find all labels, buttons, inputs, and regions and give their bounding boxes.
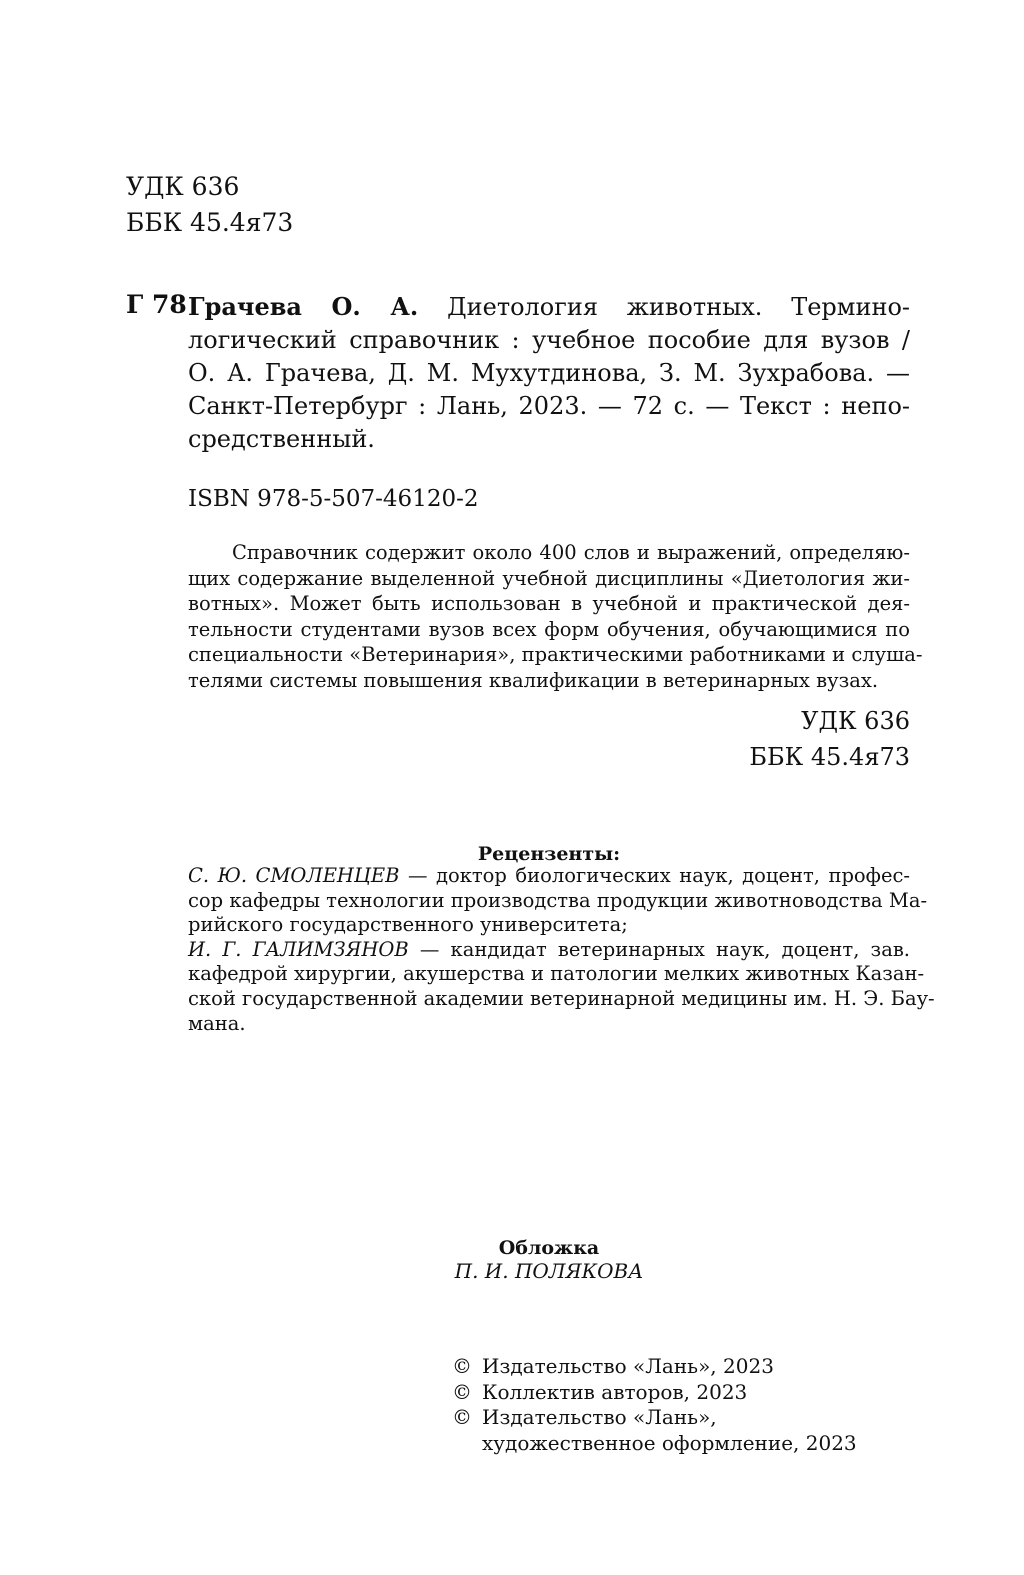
- bibliographic-entry: [188, 290, 910, 456]
- reviewer-2-line: кафедрой хирургии, акушерства и патологии мелких животных Казан-: [188, 962, 925, 986]
- reviewer-1-line: сор кафедры технологии производства продукции животноводства Ма-: [188, 888, 928, 912]
- entry-title-start: Диетология животных. Термино-: [447, 293, 910, 321]
- copyright-line: [452, 1431, 857, 1457]
- annotation: [188, 540, 923, 694]
- reviewer-1-desc: — доктор биологических наук, доцент, профес-: [399, 864, 910, 887]
- bbk-code-bottom: ББК 45.4я73: [749, 743, 910, 771]
- annotation-line: щих содержание выделенной учебной дисциплины «Диетология жи-: [188, 566, 910, 590]
- copyright-text: Издательство «Лань», 2023: [482, 1354, 774, 1378]
- copyright-symbol: ©: [452, 1379, 472, 1404]
- reviewer-2-line: ской государственной академии ветеринарной медицины им. Н. Э. Бау-: [188, 986, 935, 1010]
- copyright-line: [452, 1380, 857, 1406]
- entry-line-3: О. А. Грачева, Д. М. Мухутдинова, З. М. Зухрабова. —: [188, 359, 910, 387]
- annotation-line: Справочник содержит около 400 слов и выражений, определяю-: [232, 541, 910, 564]
- author-heading: Грачева О. А.: [188, 292, 419, 321]
- reviewers-heading: Рецензенты:: [477, 843, 621, 865]
- annotation-line: телями системы повышения квалификации в ветеринарных вузах.: [188, 668, 879, 692]
- udk-code-bottom: УДК 636: [801, 707, 910, 735]
- copyright-text: художественное оформление, 2023: [482, 1430, 857, 1455]
- reviewer-1-name: С. Ю. СМОЛЕНЦЕВ: [188, 864, 400, 887]
- reviewer-2-name: И. Г. ГАЛИМЗЯНОВ: [188, 937, 409, 961]
- reviewer-2-line: [188, 938, 910, 963]
- copyright-symbol: ©: [452, 1405, 472, 1430]
- annotation-line: вотных». Может быть использован в учебной и практической дея-: [188, 592, 910, 616]
- author-mark: Г 78: [126, 290, 187, 319]
- copyright-text: Издательство «Лань»,: [482, 1405, 717, 1430]
- reviewers-list: [188, 864, 935, 1036]
- isbn: ISBN 978-5-507-46120-2: [188, 486, 479, 512]
- reviewer-1-line: [188, 864, 910, 889]
- reviewer-2-desc: — кандидат ветеринарных наук, доцент, зав.: [408, 937, 910, 961]
- udk-code-top: УДК 636: [126, 172, 240, 201]
- copyright-block: [452, 1354, 857, 1456]
- reviewer-2-line: мана.: [188, 1011, 246, 1035]
- copyright-symbol: ©: [452, 1354, 472, 1378]
- cover-designer: П. И. ПОЛЯКОВА: [454, 1259, 644, 1283]
- bbk-code-top: ББК 45.4я73: [126, 208, 294, 237]
- entry-line-2: логический справочник : учебное пособие для вузов /: [188, 326, 910, 354]
- entry-line-1: [188, 290, 910, 324]
- copyright-text: Коллектив авторов, 2023: [482, 1379, 748, 1404]
- copyright-line: [452, 1405, 857, 1431]
- entry-line-4: Санкт-Петербург : Лань, 2023. — 72 с. — Текст : непо-: [188, 392, 910, 420]
- reviewer-1-line: рийского государственного университета;: [188, 913, 628, 937]
- annotation-line: специальности «Ветеринария», практическими работниками и слуша-: [188, 643, 923, 667]
- entry-line-5: средственный.: [188, 425, 375, 453]
- cover-heading: Обложка: [498, 1237, 600, 1259]
- annotation-line: тельности студентами вузов всех форм обучения, обучающимися по: [188, 617, 910, 641]
- copyright-line: [452, 1354, 857, 1380]
